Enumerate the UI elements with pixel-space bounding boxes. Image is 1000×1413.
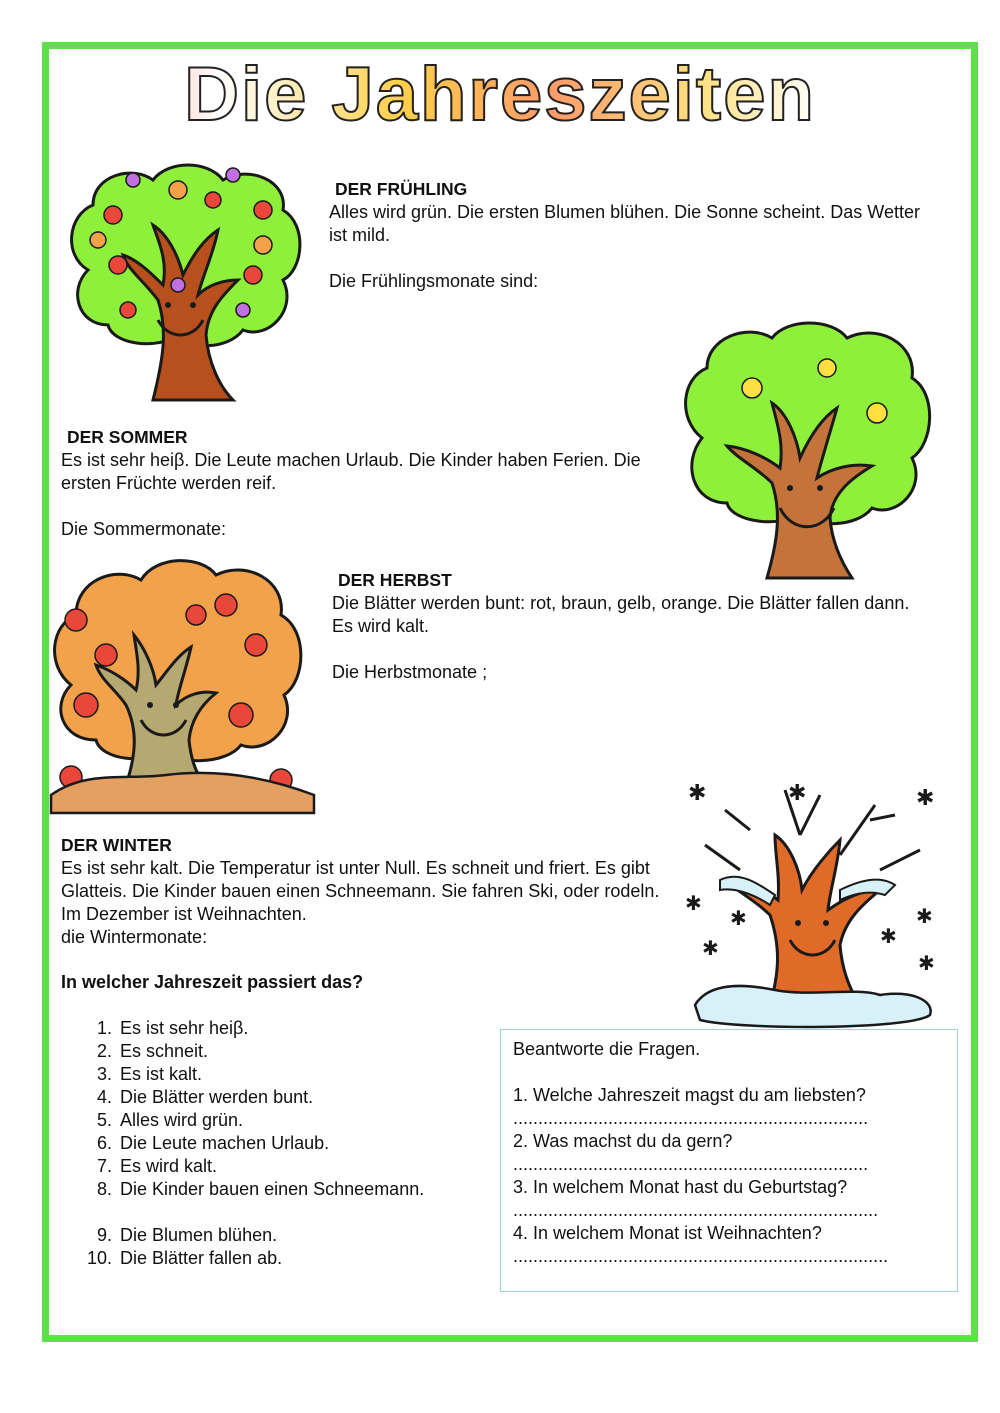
page-title: Die Jahreszeiten (0, 52, 1000, 138)
spring-heading: DER FRÜHLING (335, 179, 468, 199)
quiz-heading: In welcher Jahreszeit passiert das? (61, 972, 364, 992)
svg-text:✱: ✱ (688, 781, 707, 806)
winter-section (61, 834, 661, 949)
autumn-text: Die Blätter werden bunt: rot, braun, gelb, orange. Die Blätter fallen dann. Es wird kalt. (332, 593, 910, 636)
summer-tree-illustration (672, 318, 940, 588)
list-item: 4. Die Blätter werden bunt. (96, 1087, 314, 1107)
questions-box (500, 1029, 958, 1292)
question-1: 1. Welche Jahreszeit magst du am liebsten? (513, 1085, 866, 1105)
summer-section (61, 426, 641, 541)
svg-text:✱: ✱ (788, 781, 807, 806)
questions-box-title: Beantworte die Fragen. (513, 1039, 701, 1059)
spring-tree-illustration (58, 160, 308, 405)
svg-text:✱: ✱ (916, 786, 935, 811)
question-3: 3. In welchem Monat hast du Geburtstag? (513, 1177, 848, 1197)
summer-text: Es ist sehr heiβ. Die Leute machen Urlaub. Die Kinder haben Ferien. Die ersten Früchte werden reif. (61, 450, 641, 493)
svg-text:✱: ✱ (702, 936, 719, 960)
list-item: 5. Alles wird grün. (96, 1110, 244, 1130)
list-item: 9. Die Blumen blühen. (96, 1225, 278, 1245)
list-item: 8. Die Kinder bauen einen Schneemann. (96, 1179, 425, 1199)
spring-months-prompt: Die Frühlingsmonate sind: (329, 271, 539, 291)
autumn-months-prompt: Die Herbstmonate ; (332, 662, 488, 682)
spring-section (329, 178, 929, 293)
autumn-heading: DER HERBST (338, 570, 452, 590)
winter-tree-illustration (680, 775, 940, 1030)
list-spacer (60, 1201, 424, 1224)
list-item: 10. Die Blätter fallen ab. (86, 1248, 283, 1268)
answer-line-4[interactable]: ........................................................................... (513, 1246, 889, 1266)
list-item: 6. Die Leute machen Urlaub. (96, 1133, 330, 1153)
winter-text: Es ist sehr kalt. Die Temperatur ist unter Null. Es schneit und friert. Es gibt Glatteis. Die Kinder bauen einen Schneemann. Sie fahren Ski, oder rodeln. Im Dezember ist Weihnachten. (61, 858, 660, 924)
list-item: 7. Es wird kalt. (96, 1156, 218, 1176)
svg-text:✱: ✱ (880, 924, 897, 948)
list-item: 1. Es ist sehr heiβ. (96, 1018, 249, 1038)
svg-text:✱: ✱ (730, 906, 747, 930)
list-item: 2. Es schneit. (96, 1041, 209, 1061)
summer-months-prompt: Die Sommermonate: (61, 519, 227, 539)
autumn-tree-illustration (46, 555, 318, 817)
summer-heading: DER SOMMER (67, 427, 188, 447)
winter-months-prompt: die Wintermonate: (61, 927, 208, 947)
list-item: 3. Es ist kalt. (96, 1064, 203, 1084)
answer-line-3[interactable]: ......................................................................... (513, 1200, 879, 1220)
quiz-list (60, 1017, 424, 1270)
question-2: 2. Was machst du da gern? (513, 1131, 733, 1151)
svg-text:✱: ✱ (685, 891, 702, 915)
answer-line-1[interactable]: ....................................................................... (513, 1108, 869, 1128)
svg-text:✱: ✱ (916, 904, 933, 928)
svg-text:✱: ✱ (918, 951, 935, 975)
spring-text: Alles wird grün. Die ersten Blumen blühen. Die Sonne scheint. Das Wetter ist mild. (329, 202, 920, 245)
question-4: 4. In welchem Monat ist Weihnachten? (513, 1223, 822, 1243)
autumn-section (332, 569, 932, 684)
answer-line-2[interactable]: ....................................................................... (513, 1154, 869, 1174)
winter-heading: DER WINTER (61, 835, 172, 855)
